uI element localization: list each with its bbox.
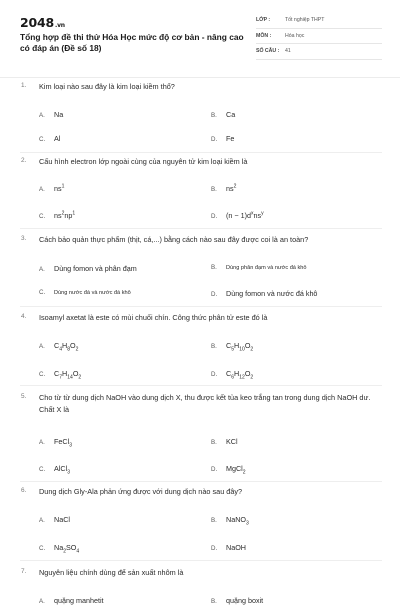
meta-value: 41 bbox=[285, 48, 291, 54]
meta-row-count bbox=[256, 44, 382, 60]
question-divider bbox=[20, 385, 382, 386]
option-label: Fe bbox=[226, 134, 235, 143]
answer-option-a[interactable] bbox=[39, 110, 63, 119]
question-number: 5. bbox=[21, 393, 27, 400]
option-label: NaNO$_3$ bbox=[226, 515, 249, 527]
question-number: 2. bbox=[21, 157, 27, 164]
answer-option-a[interactable] bbox=[39, 264, 137, 273]
option-label: $ns^2np^1$ bbox=[54, 211, 76, 221]
meta-row-class bbox=[256, 13, 382, 29]
answer-option-c[interactable] bbox=[39, 464, 70, 475]
question-number: 1. bbox=[21, 82, 27, 89]
option-label: NaOH bbox=[226, 543, 246, 552]
option-label: $C_6H_{12}O_2$ bbox=[226, 369, 254, 381]
option-letter: D. bbox=[211, 466, 218, 473]
header bbox=[0, 0, 400, 76]
meta-value: Tốt nghiệp THPT bbox=[285, 17, 325, 23]
answer-option-a[interactable] bbox=[39, 437, 72, 448]
option-letter: B. bbox=[211, 112, 217, 119]
answer-option-c[interactable] bbox=[39, 211, 75, 220]
option-label: quặng boxit bbox=[226, 596, 264, 605]
meta-key: SỐ CÂU : bbox=[256, 48, 280, 54]
option-label: MgCl$_2$ bbox=[226, 464, 246, 476]
question-divider bbox=[20, 481, 382, 482]
option-label: Dùng fomon và phân đạm bbox=[54, 264, 137, 273]
option-letter: D. bbox=[211, 291, 218, 298]
option-letter: D. bbox=[211, 371, 218, 378]
option-letter: C. bbox=[39, 213, 46, 221]
answer-option-b[interactable] bbox=[211, 596, 263, 605]
answer-option-d[interactable] bbox=[211, 543, 246, 552]
option-letter: A. bbox=[39, 186, 45, 194]
exam-meta bbox=[256, 13, 382, 60]
option-label: FeCl$_3$ bbox=[54, 437, 72, 449]
option-label: Al bbox=[54, 134, 61, 143]
question-text: Cho từ từ dung dịch NaOH vào dung dịch X, thu được kết tủa keo trắng tan trong dung dịch NaOH dư. Chất X là bbox=[39, 393, 371, 414]
answer-option-b[interactable] bbox=[211, 264, 307, 271]
question-text: Dung dịch Gly-Ala phản ứng được với dung dịch nào sau đây? bbox=[39, 487, 243, 496]
option-label: $C_7H_{14}O_2$ bbox=[54, 369, 82, 381]
meta-row-subject bbox=[256, 29, 382, 45]
option-letter: B. bbox=[211, 439, 217, 446]
answer-option-a[interactable] bbox=[39, 184, 64, 193]
answer-option-d[interactable] bbox=[211, 369, 253, 380]
answer-option-b[interactable] bbox=[211, 515, 249, 526]
option-letter: B. bbox=[211, 598, 217, 605]
answer-option-c[interactable] bbox=[39, 134, 60, 143]
question-text: Nguyên liệu chính dùng để sản xuất nhôm là bbox=[39, 568, 184, 577]
page-title: Tổng hợp đề thi thử Hóa Học mức độ cơ bản - nâng cao có đáp án (Đề số 18) bbox=[20, 32, 244, 53]
question-text: Isoamyl axetat là este có mùi chuối chín. Công thức phân tử este đó là bbox=[39, 313, 268, 322]
option-letter: D. bbox=[211, 136, 218, 143]
option-label: $ns^1$ bbox=[54, 184, 65, 194]
answer-option-d[interactable] bbox=[211, 211, 264, 220]
option-letter: A. bbox=[39, 439, 45, 446]
meta-key: LỚP : bbox=[256, 17, 271, 23]
option-letter: C. bbox=[39, 289, 46, 296]
answer-option-a[interactable] bbox=[39, 515, 70, 524]
question-divider bbox=[20, 152, 382, 153]
question-text: Cấu hình electron lớp ngoài cùng của nguyên tử kim loại kiềm là bbox=[39, 157, 248, 166]
option-letter: C. bbox=[39, 136, 46, 143]
option-label: $(n - 1)d^xns^y$ bbox=[226, 211, 264, 221]
option-label: Dùng phân đạm và nước đá khô bbox=[226, 265, 307, 271]
option-label: AlCl$_3$ bbox=[54, 464, 70, 476]
answer-option-b[interactable] bbox=[211, 341, 253, 352]
question-number: 6. bbox=[21, 487, 27, 494]
answer-option-a[interactable] bbox=[39, 341, 78, 352]
option-letter: A. bbox=[39, 266, 45, 273]
option-letter: B. bbox=[211, 186, 217, 194]
option-letter: D. bbox=[211, 545, 218, 552]
meta-value: Hóa học bbox=[285, 32, 305, 39]
option-label: quặng manhetit bbox=[54, 596, 104, 605]
option-letter: C. bbox=[39, 545, 46, 552]
site-logo[interactable]: 2048.vn bbox=[20, 15, 65, 30]
option-label: Dùng fomon và nước đá khô bbox=[226, 289, 318, 298]
option-label: Dùng nước đá và nước đá khô bbox=[54, 290, 131, 296]
answer-option-d[interactable] bbox=[211, 464, 246, 475]
option-letter: A. bbox=[39, 517, 45, 524]
answer-option-c[interactable] bbox=[39, 369, 81, 380]
option-letter: B. bbox=[211, 343, 217, 350]
option-letter: C. bbox=[39, 371, 46, 378]
question-divider bbox=[20, 306, 382, 307]
option-letter: C. bbox=[39, 466, 46, 473]
question-number: 3. bbox=[21, 235, 27, 242]
option-label: Na bbox=[54, 110, 64, 119]
option-label: Ca bbox=[226, 110, 236, 119]
answer-option-b[interactable] bbox=[211, 437, 238, 446]
answer-option-d[interactable] bbox=[211, 134, 234, 143]
answer-option-d[interactable] bbox=[211, 289, 317, 298]
option-letter: A. bbox=[39, 343, 45, 350]
option-letter: D. bbox=[211, 213, 218, 221]
header-divider bbox=[0, 77, 400, 78]
option-letter: A. bbox=[39, 598, 45, 605]
option-label: $Na_2SO_4$ bbox=[54, 543, 80, 555]
option-label: $C_5H_{10}O_2$ bbox=[226, 341, 254, 353]
question-divider bbox=[20, 560, 382, 561]
question-text: Cách bảo quản thực phẩm (thịt, cá,...) bằng cách nào sau đây được coi là an toàn? bbox=[39, 235, 309, 244]
answer-option-c[interactable] bbox=[39, 289, 131, 296]
option-label: $C_4H_8O_2$ bbox=[54, 341, 79, 353]
option-letter: B. bbox=[211, 264, 217, 271]
answer-option-a[interactable] bbox=[39, 596, 104, 605]
answer-option-b[interactable] bbox=[211, 110, 235, 119]
question-text: Kim loại nào sau đây là kim loại kiềm thổ? bbox=[39, 82, 175, 91]
question-number: 4. bbox=[21, 313, 27, 320]
answer-option-b[interactable] bbox=[211, 184, 236, 193]
option-label: $ns^2$ bbox=[226, 184, 237, 194]
option-letter: B. bbox=[211, 517, 217, 524]
question-number: 7. bbox=[21, 568, 27, 575]
option-letter: A. bbox=[39, 112, 45, 119]
option-label: NaCl bbox=[54, 515, 70, 524]
meta-key: MÔN : bbox=[256, 32, 272, 39]
question-divider bbox=[20, 228, 382, 229]
option-label: KCl bbox=[226, 437, 238, 446]
answer-option-c[interactable] bbox=[39, 543, 79, 554]
